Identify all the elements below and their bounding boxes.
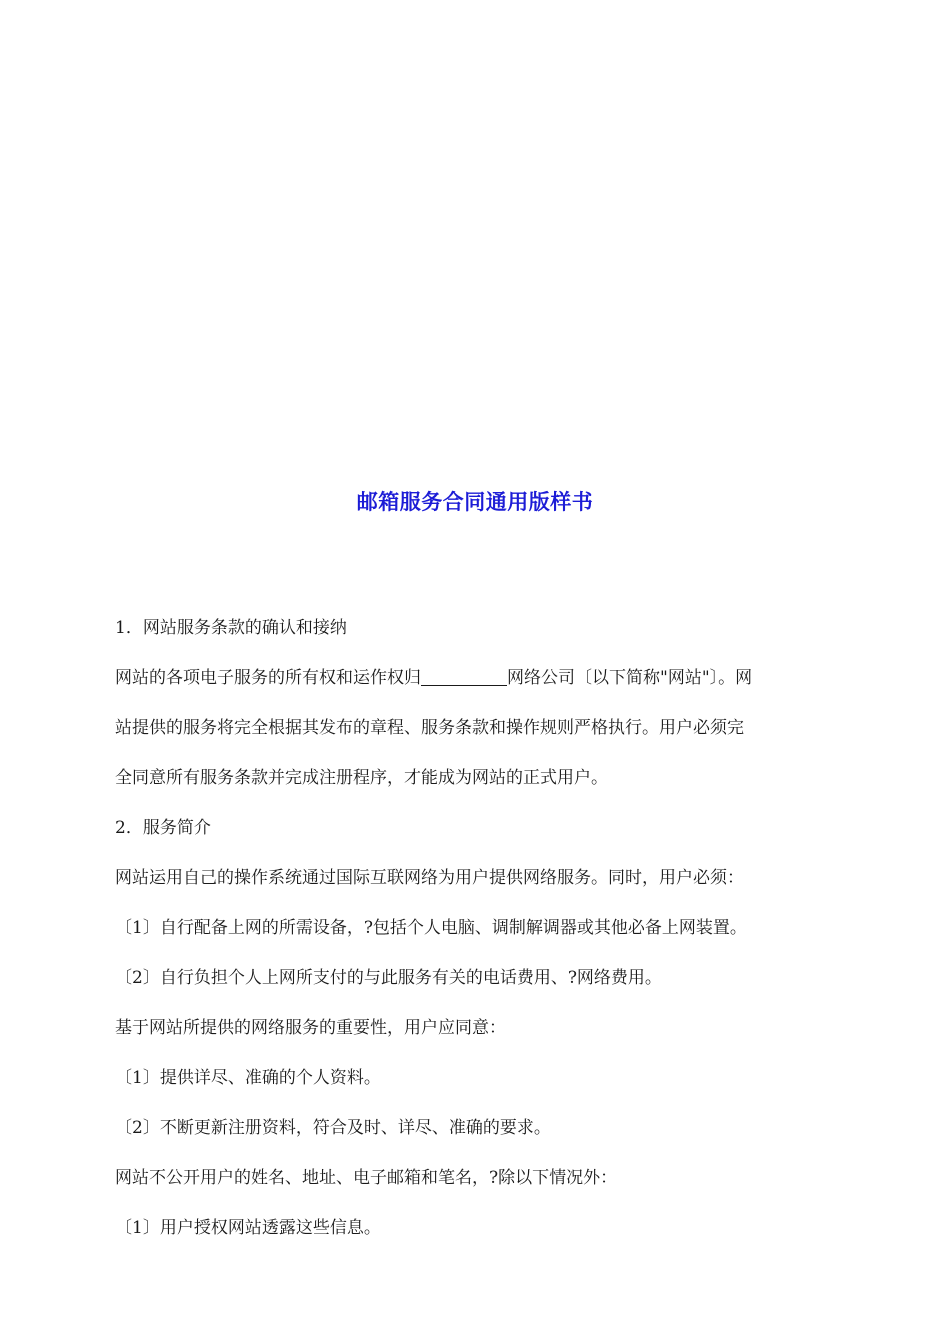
- company-name-blank: [421, 668, 507, 686]
- document-body: [115, 603, 839, 1253]
- paragraph-line: 网站运用自己的操作系统通过国际互联网络为用户提供网络服务。同时，用户必须：: [115, 868, 744, 888]
- ownership-text-before: 网站的各项电子服务的所有权和运作权归: [115, 668, 421, 688]
- paragraph-line: 网站不公开用户的姓名、地址、电子邮箱和笔名，?除以下情况外：: [115, 1168, 618, 1188]
- ownership-text-after: 网络公司〔以下简称"网站"〕。网: [507, 668, 753, 688]
- paragraph-line: 基于网站所提供的网络服务的重要性，用户应同意：: [115, 1018, 506, 1038]
- document-title: 邮箱服务合同通用版样书: [356, 490, 594, 514]
- list-item: 〔1〕用户授权网站透露这些信息。: [115, 1218, 381, 1238]
- paragraph-line: 全同意所有服务条款并完成注册程序，才能成为网站的正式用户。: [115, 768, 608, 788]
- paragraph-line: [115, 653, 839, 703]
- section-heading-1: 1．网站服务条款的确认和接纳: [115, 618, 347, 638]
- list-item: 〔1〕自行配备上网的所需设备，?包括个人电脑、调制解调器或其他必备上网装置。: [115, 918, 747, 938]
- list-item: 〔1〕提供详尽、准确的个人资料。: [115, 1068, 381, 1088]
- list-item: 〔2〕不断更新注册资料，符合及时、详尽、准确的要求。: [115, 1118, 551, 1138]
- list-item: 〔2〕自行负担个人上网所支付的与此服务有关的电话费用、?网络费用。: [115, 968, 662, 988]
- paragraph-line: 站提供的服务将完全根据其发布的章程、服务条款和操作规则严格执行。用户必须完: [115, 718, 744, 738]
- section-heading-2: 2．服务简介: [115, 818, 211, 838]
